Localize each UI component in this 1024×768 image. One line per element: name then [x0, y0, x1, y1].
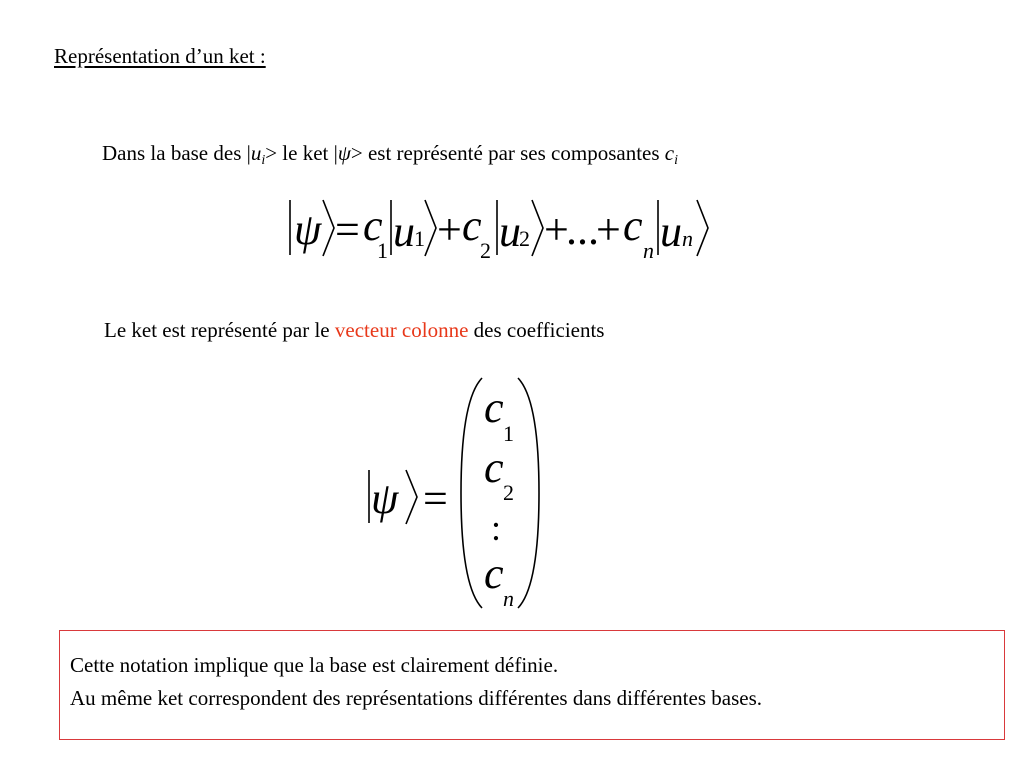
eq2-c2: c: [484, 443, 504, 492]
ket-angle: [323, 200, 334, 256]
eq1-psi: ψ: [294, 205, 322, 254]
equation-expansion-text: [294, 201, 693, 263]
intro-c: c: [664, 141, 675, 165]
eq2-equals: =: [423, 474, 448, 523]
eq1-u-index: 2: [519, 226, 530, 251]
eq1-c-index: 2: [480, 238, 491, 263]
eq1-c-index: 1: [377, 238, 388, 263]
note-line-1: Cette notation implique que la base est clairement définie.: [70, 653, 559, 677]
eq2-c2-index: 2: [503, 480, 514, 505]
eq1-u: u: [660, 207, 682, 256]
eq2-cn-index: n: [503, 586, 514, 611]
statement-before: Le ket est représenté par le: [104, 318, 335, 342]
eq1-c-index: n: [643, 238, 654, 263]
note-line-2: Au même ket correspondent des représentations différentes dans différentes bases.: [70, 686, 762, 710]
eq1-c: c: [363, 201, 383, 250]
intro-u-index: i: [261, 153, 266, 168]
ket-angle: [406, 470, 417, 524]
eq1-u: u: [393, 207, 415, 256]
intro-psi: ψ: [337, 141, 351, 165]
ket-angle: [697, 200, 708, 256]
intro-text-2: > le ket |: [265, 141, 338, 165]
intro-c-index: i: [674, 153, 678, 168]
eq1-dots: ...: [566, 205, 599, 254]
intro-text-3: > est représenté par ses composantes: [350, 141, 665, 165]
intro-u: u: [250, 141, 262, 165]
eq2-psi: ψ: [371, 474, 399, 523]
eq2-c1: c: [484, 383, 504, 432]
eq1-equals: =: [335, 205, 360, 254]
page-title: Représentation d’un ket :: [54, 44, 266, 68]
eq1-plus: +: [437, 205, 462, 254]
left-paren: [461, 378, 482, 608]
eq2-c1-index: 1: [503, 421, 514, 446]
eq1-plus: +: [544, 205, 569, 254]
ket-angle: [425, 200, 436, 256]
right-paren: [518, 378, 539, 608]
intro-text-1: Dans la base des |: [102, 141, 251, 165]
note-box: [59, 630, 1005, 740]
eq1-u-index: n: [682, 226, 693, 251]
eq1-c: c: [623, 201, 643, 250]
eq1-u: u: [499, 207, 521, 256]
ket-angle: [532, 200, 543, 256]
eq2-cn: c: [484, 549, 504, 598]
eq1-plus: +: [596, 205, 621, 254]
eq1-c: c: [462, 201, 482, 250]
eq2-vdots: :: [491, 508, 502, 548]
eq1-u-index: 1: [414, 226, 425, 251]
statement-highlight: vecteur colonne: [334, 318, 469, 342]
statement-after: des coefficients: [468, 318, 605, 342]
equation-column-vector-text: [371, 383, 514, 611]
column-vector-statement: [104, 318, 604, 343]
